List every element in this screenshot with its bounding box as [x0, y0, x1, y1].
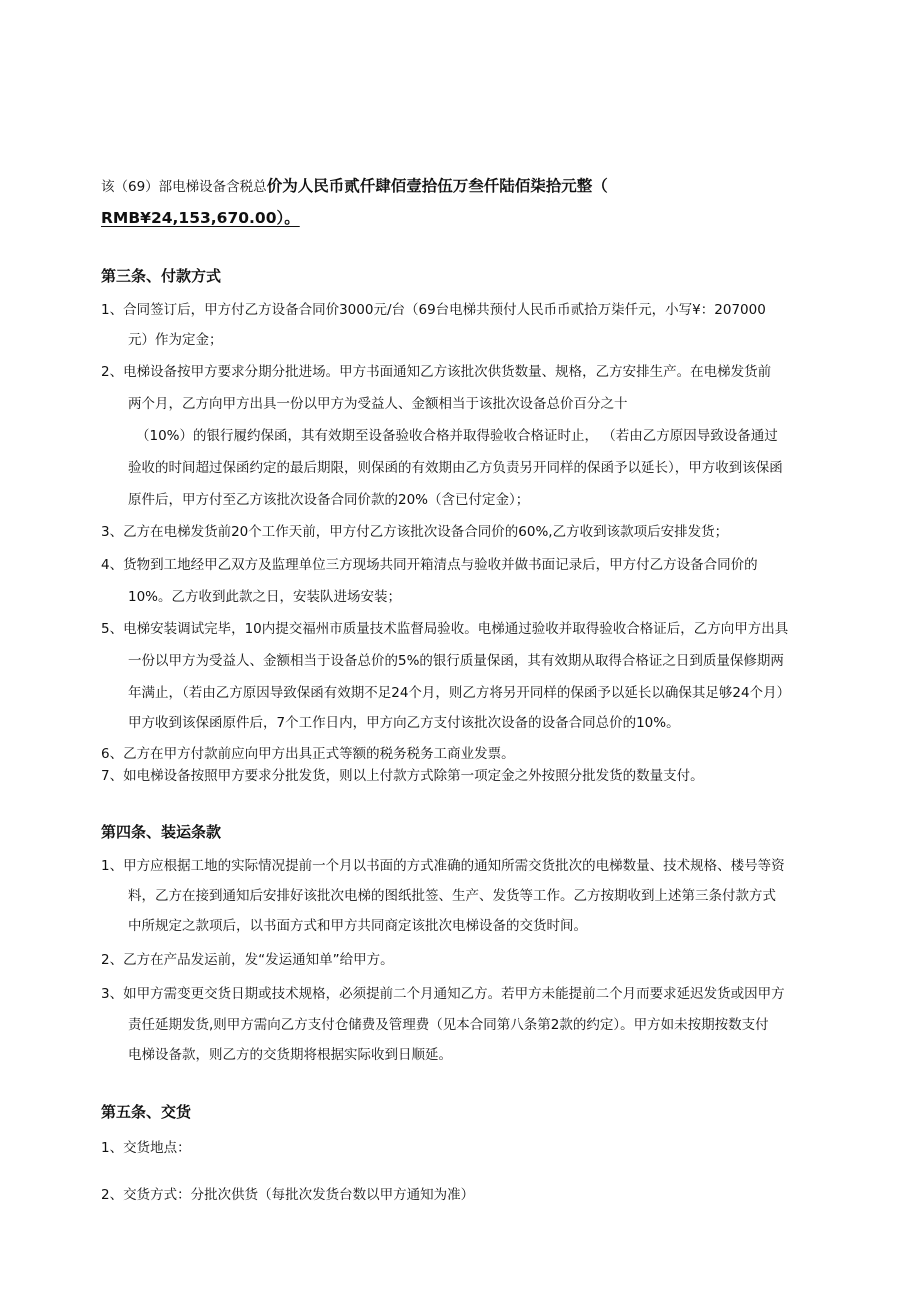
sec4-item1-line: 中所规定之款项后，以书面方式和甲方共同商定该批次电梯设备的交货时间。	[128, 918, 587, 934]
sec5-item1-line: 1、交货地点：	[101, 1140, 191, 1156]
price-statement-line-1	[101, 176, 608, 197]
sec4-item1-line: 料，乙方在接到通知后安排好该批次电梯的图纸批签、生产、发货等工作。乙方按期收到上述第三条付款方式	[128, 888, 776, 904]
sec3-item1-line: 1、合同签订后，甲方付乙方设备合同价3000元/台（69台电梯共预付人民币币贰拾万柒仟元，小写¥：207000	[101, 302, 766, 318]
sec4-item2-line: 2、乙方在产品发运前，发“发运通知单”给甲方。	[101, 952, 394, 968]
section-4-heading: 第四条、装运条款	[101, 823, 222, 841]
sec3-item5-line: 一份以甲方为受益人、金额相当于设备总价的5%的银行质量保函，其有效期从取得合格证之日到质量保修期两	[128, 653, 784, 669]
sec4-item3-line: 电梯设备款，则乙方的交货期将根据实际收到日顺延。	[128, 1047, 452, 1063]
sec3-item7-line: 7、如电梯设备按照甲方要求分批发货，则以上付款方式除第一项定金之外按照分批发货的数量支付。	[101, 768, 704, 784]
section-3-heading: 第三条、付款方式	[101, 267, 222, 285]
sec3-item1-line: 元）作为定金；	[128, 332, 223, 348]
price-statement-normal: 该（69）部电梯设备含税总	[101, 179, 267, 195]
price-statement-bold: 价为人民币贰仟肆佰壹拾伍万叁仟陆佰柒拾元整（	[266, 177, 608, 195]
sec4-item3-line: 责任延期发货,则甲方需向乙方支付仓储费及管理费（见本合同第八条第2款的约定）。甲方如未按期按数支付	[128, 1017, 769, 1033]
sec3-item5-line: 甲方收到该保函原件后，7个工作日内，甲方向乙方支付该批次设备的设备合同总价的10%。	[128, 715, 680, 731]
sec4-item3-line: 3、如甲方需变更交货日期或技术规格，必须提前二个月通知乙方。若甲方未能提前二个月而要求延迟发货或因甲方	[101, 986, 785, 1002]
sec3-item5-line: 年满止，（若由乙方原因导致保函有效期不足24个月，则乙方将另开同样的保函予以延长以确保其足够24个月）	[128, 685, 791, 701]
sec3-item3-line: 3、乙方在电梯发货前20个工作天前，甲方付乙方该批次设备合同价的60%,乙方收到该款项后安排发货；	[101, 524, 729, 540]
sec3-item4-line: 4、货物到工地经甲乙双方及监理单位三方现场共同开箱清点与验收并做书面记录后，甲方付乙方设备合同价的	[101, 557, 758, 573]
sec4-item1-line: 1、甲方应根据工地的实际情况提前一个月以书面的方式准确的通知所需交货批次的电梯数量、技术规格、楼号等资	[101, 858, 785, 874]
sec3-item2-line: 2、电梯设备按甲方要求分期分批进场。甲方书面通知乙方该批次供货数量、规格，乙方安排生产。在电梯发货前	[101, 364, 772, 380]
sec3-item5-line: 5、电梯安装调试完毕，10内提交福州市质量技术监督局验收。电梯通过验收并取得验收合格证后，乙方向甲方出具	[101, 621, 789, 637]
sec3-item6-line: 6、乙方在甲方付款前应向甲方出具正式等额的税务税务工商业发票。	[101, 746, 515, 762]
sec3-item2-line: 验收的时间超过保函约定的最后期限，则保函的有效期由乙方负责另开同样的保函予以延长），甲方收到该保函	[128, 460, 783, 476]
sec5-item2-line: 2、交货方式：分批次供货（每批次发货台数以甲方通知为准）	[101, 1187, 475, 1203]
sec3-item2-line: 两个月，乙方向甲方出具一份以甲方为受益人、金额相当于该批次设备总价百分之十	[128, 396, 628, 412]
price-statement-line-2: RMB¥24,153,670.00）。	[101, 209, 300, 227]
sec3-item2-line: （10%）的银行履约保函，其有效期至设备验收合格并取得验收合格证时止， （若由乙方原因导致设备通过	[136, 428, 778, 444]
sec3-item2-line: 原件后，甲方付至乙方该批次设备合同价款的20%（含已付定金）；	[128, 492, 530, 508]
section-5-heading: 第五条、交货	[101, 1103, 192, 1121]
sec3-item4-line: 10%。乙方收到此款之日，安装队进场安装；	[128, 589, 402, 605]
